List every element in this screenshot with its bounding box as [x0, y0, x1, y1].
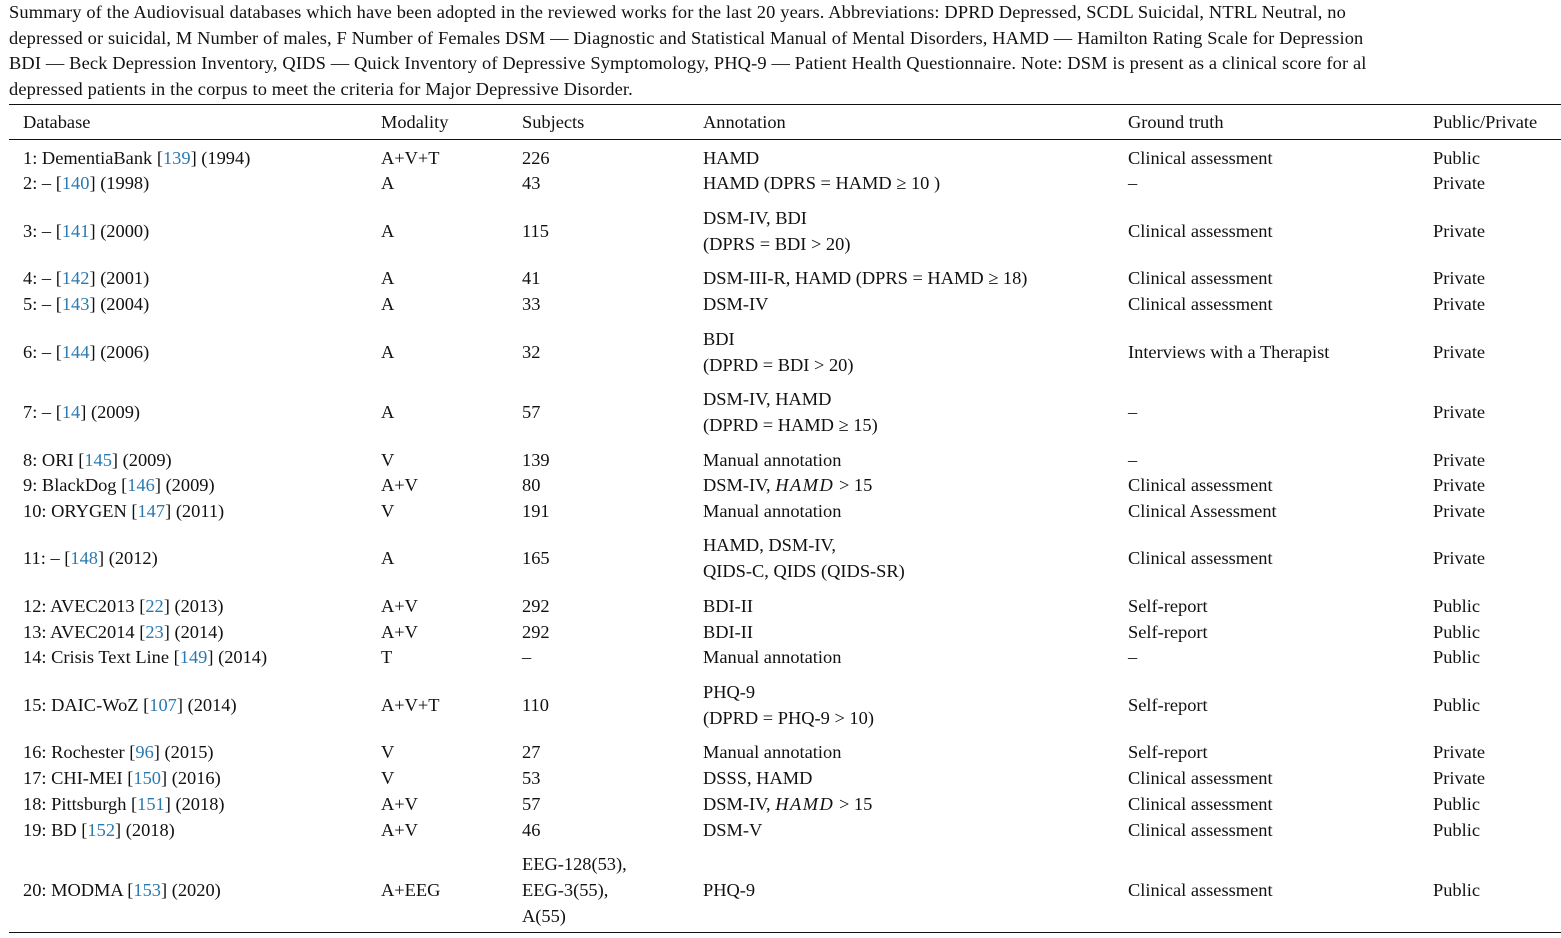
- cell-database: 9: BlackDog [146] (2009): [23, 475, 215, 495]
- cell-subjects: EEG-128(53),: [522, 854, 627, 874]
- cell-access: Private: [1433, 450, 1486, 470]
- cell-modality: A+V: [381, 596, 418, 616]
- cell-subjects: 292: [522, 622, 550, 642]
- cell-ground-truth: Clinical assessment: [1128, 768, 1273, 788]
- database-name: –: [41, 402, 52, 422]
- cell-access: Private: [1433, 742, 1486, 762]
- database-name: DAIC-WoZ: [51, 695, 139, 715]
- cell-modality: A+V: [381, 475, 418, 495]
- cell-access: Public: [1433, 695, 1481, 715]
- cell-subjects: 226: [522, 148, 550, 168]
- database-year: (2013): [174, 596, 224, 616]
- cell-annotation: DSM-III-R, HAMD (DPRS = HAMD ≥ 18): [703, 268, 1028, 288]
- row-number: 19:: [23, 820, 47, 840]
- database-year: (2006): [100, 342, 150, 362]
- cell-subjects: A(55): [522, 906, 566, 926]
- cell-modality: A: [381, 402, 395, 422]
- citation-ref[interactable]: 153: [133, 880, 161, 900]
- header-subjects: Subjects: [522, 112, 585, 132]
- database-year: (2009): [165, 475, 215, 495]
- cell-access: Private: [1433, 342, 1486, 362]
- cell-ground-truth: Clinical assessment: [1128, 880, 1273, 900]
- cell-annotation: Manual annotation: [703, 501, 842, 521]
- cell-ground-truth: –: [1128, 402, 1138, 422]
- cell-ground-truth: Clinical assessment: [1128, 548, 1273, 568]
- database-year: (2014): [218, 647, 268, 667]
- cell-modality: A+V+T: [381, 695, 440, 715]
- citation-ref[interactable]: 22: [145, 596, 164, 616]
- database-year: (2001): [100, 268, 150, 288]
- row-number: 16:: [23, 742, 47, 762]
- cell-modality: T: [381, 647, 393, 667]
- citation-ref[interactable]: 152: [87, 820, 116, 840]
- database-name: AVEC2014: [50, 622, 135, 642]
- database-name: –: [41, 294, 52, 314]
- table-caption: [9, 0, 1561, 102]
- cell-annotation: HAMD, DSM-IV,: [703, 535, 837, 555]
- cell-access: Private: [1433, 768, 1486, 788]
- cell-annotation: BDI: [703, 329, 735, 349]
- row-number: 12:: [23, 596, 47, 616]
- cell-database: 15: DAIC-WoZ [107] (2014): [23, 695, 237, 715]
- database-year: (2018): [175, 794, 225, 814]
- database-year: (2018): [125, 820, 175, 840]
- citation-ref[interactable]: 143: [61, 294, 90, 314]
- annotation-text: > 15: [834, 475, 873, 495]
- cell-modality: A+V+T: [381, 148, 440, 168]
- cell-ground-truth: Self-report: [1128, 695, 1208, 715]
- row-number: 17:: [23, 768, 47, 788]
- cell-subjects: 165: [522, 548, 550, 568]
- cell-ground-truth: Self-report: [1128, 742, 1208, 762]
- cell-annotation: DSM-V: [703, 820, 763, 840]
- cell-subjects: EEG-3(55),: [522, 880, 609, 900]
- cell-subjects: 33: [522, 294, 541, 314]
- cell-subjects: 80: [522, 475, 541, 495]
- cell-subjects: 57: [522, 794, 541, 814]
- cell-access: Public: [1433, 794, 1481, 814]
- cell-database: 16: Rochester [96] (2015): [23, 742, 214, 762]
- cell-database: 10: ORYGEN [147] (2011): [23, 501, 225, 521]
- cell-modality: A+V: [381, 820, 418, 840]
- database-year: (2012): [108, 548, 158, 568]
- cell-subjects: 115: [522, 221, 549, 241]
- cell-database: 20: MODMA [153] (2020): [23, 880, 221, 900]
- cell-annotation: Manual annotation: [703, 450, 842, 470]
- cell-modality: A: [381, 221, 395, 241]
- cell-annotation: [703, 472, 872, 498]
- database-year: (2009): [122, 450, 172, 470]
- cell-subjects: 110: [522, 695, 549, 715]
- row-number: 10:: [23, 501, 47, 521]
- cell-ground-truth: Clinical assessment: [1128, 820, 1273, 840]
- row-number: 6:: [23, 342, 38, 362]
- cell-annotation: (DPRD = BDI > 20): [703, 355, 854, 375]
- citation-ref[interactable]: 148: [70, 548, 98, 568]
- citation-ref[interactable]: 139: [162, 148, 191, 168]
- cell-annotation: [703, 791, 872, 817]
- cell-annotation: Manual annotation: [703, 647, 842, 667]
- database-year: (2020): [171, 880, 221, 900]
- annotation-text: DSM-IV,: [703, 794, 776, 814]
- row-number: 5:: [23, 294, 38, 314]
- row-number: 18:: [23, 794, 47, 814]
- database-year: (2011): [175, 501, 225, 521]
- cell-database: 4: – [142] (2001): [23, 268, 150, 288]
- cell-access: Private: [1433, 402, 1486, 422]
- database-year: (1994): [201, 148, 251, 168]
- cell-access: Public: [1433, 647, 1481, 667]
- cell-database: 12: AVEC2013 [22] (2013): [23, 596, 224, 616]
- row-number: 15:: [23, 695, 47, 715]
- row-number: 2:: [23, 173, 38, 193]
- citation-ref[interactable]: 142: [61, 268, 90, 288]
- cell-access: Private: [1433, 221, 1486, 241]
- database-year: (2015): [164, 742, 214, 762]
- cell-ground-truth: Clinical assessment: [1128, 794, 1273, 814]
- header-access: Public/Private: [1433, 112, 1538, 132]
- cell-database: 2: – [140] (1998): [23, 173, 150, 193]
- citation-ref[interactable]: 150: [133, 768, 161, 788]
- database-year: (1998): [100, 173, 150, 193]
- cell-subjects: 27: [522, 742, 541, 762]
- cell-database: 19: BD [152] (2018): [23, 820, 175, 840]
- row-number: 7:: [23, 402, 38, 422]
- cell-annotation: HAMD: [703, 148, 760, 168]
- database-year: (2004): [100, 294, 150, 314]
- cell-subjects: 57: [522, 402, 541, 422]
- cell-annotation: PHQ-9: [703, 880, 756, 900]
- row-number: 9:: [23, 475, 38, 495]
- database-year: (2014): [187, 695, 237, 715]
- cell-modality: V: [381, 768, 395, 788]
- annotation-math: HAMD: [775, 794, 835, 814]
- top-rule: [9, 104, 1561, 105]
- cell-subjects: 32: [522, 342, 541, 362]
- cell-annotation: (DPRD = PHQ-9 > 10): [703, 708, 874, 728]
- caption-line: depressed or suicidal, M Number of males, F Number of Females DSM — Diagnostic and Statistical Manual of Mental Disorders, HAMD — Hamilton Rating Scale for Depression: [9, 27, 1364, 48]
- database-name: BD: [51, 820, 77, 840]
- cell-access: Public: [1433, 622, 1481, 642]
- cell-access: Private: [1433, 501, 1486, 521]
- database-name: AVEC2013: [50, 596, 135, 616]
- cell-annotation: PHQ-9: [703, 682, 756, 702]
- cell-ground-truth: Self-report: [1128, 622, 1208, 642]
- database-name: Crisis Text Line: [51, 647, 170, 667]
- cell-ground-truth: Clinical assessment: [1128, 148, 1273, 168]
- database-name: –: [50, 548, 60, 568]
- cell-access: Private: [1433, 173, 1486, 193]
- database-year: (2016): [171, 768, 221, 788]
- citation-ref[interactable]: 96: [135, 742, 154, 762]
- cell-access: Public: [1433, 148, 1481, 168]
- cell-access: Private: [1433, 268, 1486, 288]
- header-modality: Modality: [381, 112, 449, 132]
- cell-ground-truth: Self-report: [1128, 596, 1208, 616]
- database-name: ORI: [41, 450, 74, 470]
- citation-ref[interactable]: 14: [61, 402, 81, 422]
- header-rule: [9, 139, 1561, 140]
- cell-access: Public: [1433, 820, 1481, 840]
- cell-annotation: BDI-II: [703, 622, 754, 642]
- cell-subjects: 46: [522, 820, 541, 840]
- database-name: BlackDog: [41, 475, 117, 495]
- cell-access: Public: [1433, 596, 1481, 616]
- cell-ground-truth: Interviews with a Therapist: [1128, 342, 1330, 362]
- annotation-math: HAMD: [775, 475, 835, 495]
- cell-database: 7: – [14] (2009): [23, 402, 141, 422]
- row-number: 3:: [23, 221, 38, 241]
- cell-database: 1: DementiaBank [139] (1994): [23, 148, 251, 168]
- cell-modality: A+V: [381, 794, 418, 814]
- row-number: 13:: [23, 622, 47, 642]
- cell-annotation: (DPRD = HAMD ≥ 15): [703, 415, 878, 435]
- cell-ground-truth: Clinical assessment: [1128, 221, 1273, 241]
- cell-subjects: 292: [522, 596, 550, 616]
- cell-ground-truth: Clinical Assessment: [1128, 501, 1277, 521]
- cell-annotation: BDI-II: [703, 596, 754, 616]
- database-name: –: [41, 342, 52, 362]
- cell-modality: A: [381, 294, 395, 314]
- database-name: DementiaBank: [41, 148, 153, 168]
- header-database: Database: [23, 112, 91, 132]
- citation-ref[interactable]: 151: [137, 794, 165, 814]
- cell-modality: V: [381, 450, 395, 470]
- cell-modality: A+EEG: [381, 880, 441, 900]
- cell-database: 3: – [141] (2000): [23, 221, 150, 241]
- cell-access: Private: [1433, 294, 1486, 314]
- citation-ref[interactable]: 140: [61, 173, 90, 193]
- cell-annotation: DSM-IV, HAMD: [703, 389, 832, 409]
- database-name: –: [41, 221, 52, 241]
- row-number: 4:: [23, 268, 38, 288]
- citation-ref[interactable]: 107: [149, 695, 177, 715]
- cell-subjects: 43: [522, 173, 541, 193]
- database-name: –: [41, 268, 52, 288]
- cell-modality: A: [381, 342, 395, 362]
- database-name: CHI-MEI: [51, 768, 123, 788]
- row-number: 20:: [23, 880, 47, 900]
- row-number: 11:: [23, 548, 46, 568]
- cell-subjects: 139: [522, 450, 550, 470]
- cell-database: 6: – [144] (2006): [23, 342, 150, 362]
- cell-annotation: HAMD (DPRS = HAMD ≥ 10 ): [703, 173, 941, 193]
- cell-annotation: (DPRS = BDI > 20): [703, 234, 851, 254]
- cell-annotation: DSM-IV, BDI: [703, 208, 807, 228]
- citation-ref[interactable]: 149: [179, 647, 208, 667]
- cell-database: 11: – [148] (2012): [23, 548, 158, 568]
- database-name: ORYGEN: [51, 501, 127, 521]
- citation-ref[interactable]: 23: [145, 622, 164, 642]
- database-name: Rochester: [51, 742, 125, 762]
- header-ground-truth: Ground truth: [1128, 112, 1224, 132]
- citation-ref[interactable]: 146: [127, 475, 155, 495]
- cell-subjects: 191: [522, 501, 550, 521]
- row-number: 8:: [23, 450, 38, 470]
- cell-modality: A: [381, 548, 395, 568]
- cell-modality: V: [381, 501, 395, 521]
- cell-modality: V: [381, 742, 395, 762]
- cell-database: 17: CHI-MEI [150] (2016): [23, 768, 221, 788]
- bottom-rule: [9, 932, 1561, 933]
- cell-ground-truth: –: [1128, 173, 1138, 193]
- row-number: 1:: [23, 148, 38, 168]
- cell-modality: A: [381, 173, 395, 193]
- cell-subjects: –: [522, 647, 532, 667]
- cell-annotation: DSSS, HAMD: [703, 768, 813, 788]
- cell-ground-truth: –: [1128, 450, 1138, 470]
- caption-line: Summary of the Audiovisual databases which have been adopted in the reviewed works for the last 20 years. Abbreviations: DPRD Depressed, SCDL Suicidal, NTRL Neutral, no: [9, 2, 1346, 22]
- citation-ref[interactable]: 144: [61, 342, 90, 362]
- cell-annotation: Manual annotation: [703, 742, 842, 762]
- cell-annotation: DSM-IV: [703, 294, 769, 314]
- database-year: (2014): [174, 622, 224, 642]
- header-annotation: Annotation: [703, 112, 786, 132]
- cell-database: 18: Pittsburgh [151] (2018): [23, 794, 225, 814]
- annotation-text: > 15: [834, 794, 873, 814]
- cell-database: 8: ORI [145] (2009): [23, 450, 172, 470]
- database-year: (2009): [90, 402, 141, 422]
- row-number: 14:: [23, 647, 47, 667]
- cell-modality: A+V: [381, 622, 418, 642]
- cell-access: Private: [1433, 548, 1486, 568]
- cell-ground-truth: –: [1128, 647, 1138, 667]
- citation-ref[interactable]: 141: [61, 221, 90, 241]
- database-name: –: [41, 173, 52, 193]
- caption-line: BDI — Beck Depression Inventory, QIDS — Quick Inventory of Depressive Symptomology, PHQ-9 — Patient Health Questionnaire. Note: DSM is present as a clinical score for al: [9, 53, 1367, 74]
- database-name: MODMA: [51, 880, 123, 900]
- cell-access: Private: [1433, 475, 1486, 495]
- cell-ground-truth: Clinical assessment: [1128, 475, 1273, 495]
- annotation-text: DSM-IV,: [703, 475, 776, 495]
- cell-subjects: 41: [522, 268, 541, 288]
- citation-ref[interactable]: 145: [84, 450, 112, 470]
- cell-subjects: 53: [522, 768, 541, 788]
- cell-database: 14: Crisis Text Line [149] (2014): [23, 647, 268, 667]
- cell-ground-truth: Clinical assessment: [1128, 268, 1273, 288]
- database-year: (2000): [100, 221, 150, 241]
- cell-database: 5: – [143] (2004): [23, 294, 150, 314]
- cell-annotation: QIDS-C, QIDS (QIDS-SR): [703, 561, 905, 581]
- database-name: Pittsburgh: [51, 794, 127, 814]
- caption-line: depressed patients in the corpus to meet the criteria for Major Depressive Disorder.: [9, 78, 633, 99]
- cell-database: 13: AVEC2014 [23] (2014): [23, 622, 224, 642]
- cell-modality: A: [381, 268, 395, 288]
- citation-ref[interactable]: 147: [137, 501, 166, 521]
- cell-ground-truth: Clinical assessment: [1128, 294, 1273, 314]
- cell-access: Public: [1433, 880, 1481, 900]
